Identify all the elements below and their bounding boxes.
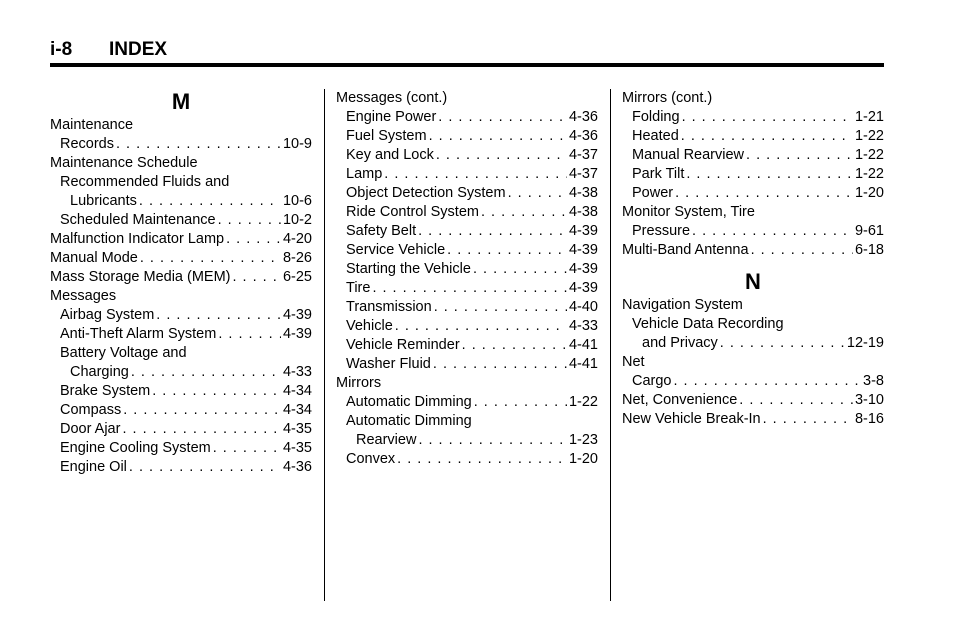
entry-label: Power — [632, 185, 674, 201]
entry-page: 4-39 — [568, 261, 598, 277]
index-entry — [622, 165, 884, 184]
dot-leader — [438, 108, 567, 127]
index-entry — [50, 382, 312, 401]
entry-label: Automatic Dimming — [346, 413, 472, 429]
index-entry — [622, 334, 884, 353]
index-entry — [50, 211, 312, 230]
entry-label: Net, Convenience — [622, 392, 738, 408]
dot-leader — [218, 325, 281, 344]
dot-leader — [473, 260, 567, 279]
entry-page: 4-20 — [282, 231, 312, 247]
index-entry — [622, 353, 884, 372]
entry-label: Park Tilt — [632, 166, 685, 182]
dot-leader — [433, 355, 567, 374]
dot-leader — [746, 146, 853, 165]
entry-page: 1-22 — [854, 166, 884, 182]
entry-page: 1-22 — [568, 394, 598, 410]
index-entry — [50, 116, 312, 135]
entry-page: 1-22 — [854, 147, 884, 163]
entry-label: Charging — [70, 364, 129, 380]
entry-label: Engine Cooling System — [60, 440, 211, 456]
entry-page: 1-22 — [854, 128, 884, 144]
index-entry — [622, 296, 884, 315]
dot-leader — [372, 279, 567, 298]
index-entry — [336, 393, 598, 412]
dot-leader — [751, 241, 853, 260]
dot-leader — [129, 458, 281, 477]
entry-page: 4-34 — [282, 383, 312, 399]
entry-page: 9-61 — [854, 223, 884, 239]
index-entry — [622, 203, 884, 222]
index-entry — [622, 127, 884, 146]
entry-label: Messages (cont.) — [336, 90, 448, 106]
dot-leader — [122, 420, 281, 439]
entry-label: Maintenance Schedule — [50, 155, 198, 171]
index-entry — [50, 306, 312, 325]
index-entry — [336, 412, 598, 431]
entry-page: 4-39 — [568, 280, 598, 296]
entry-label: Cargo — [632, 373, 672, 389]
index-entry — [336, 260, 598, 279]
index-column-3 — [622, 89, 884, 429]
entry-label: Mirrors — [336, 375, 382, 391]
entry-page: 12-19 — [846, 335, 884, 351]
index-entry — [336, 203, 598, 222]
section-letter: N — [745, 269, 761, 294]
entry-page: 10-2 — [282, 212, 312, 228]
entry-label: Scheduled Maintenance — [60, 212, 216, 228]
index-entry — [50, 325, 312, 344]
index-entry — [50, 154, 312, 173]
index-column-1 — [50, 89, 312, 477]
entry-page: 4-37 — [568, 147, 598, 163]
dot-leader — [116, 135, 281, 154]
index-column-2 — [336, 89, 598, 469]
index-entry — [336, 127, 598, 146]
index-entry — [50, 173, 312, 192]
entry-label: Heated — [632, 128, 679, 144]
entry-page: 4-34 — [282, 402, 312, 418]
entry-page: 1-20 — [854, 185, 884, 201]
dot-leader — [447, 241, 567, 260]
index-entry — [622, 315, 884, 334]
index-entry — [336, 450, 598, 469]
entry-label: Engine Oil — [60, 459, 127, 475]
index-entry — [50, 268, 312, 287]
dot-leader — [131, 363, 281, 382]
dot-leader — [481, 203, 567, 222]
dot-leader — [763, 410, 853, 429]
dot-leader — [218, 211, 281, 230]
entry-page: 4-33 — [282, 364, 312, 380]
entry-page: 6-18 — [854, 242, 884, 258]
entry-page: 4-33 — [568, 318, 598, 334]
entry-label: Mass Storage Media (MEM) — [50, 269, 231, 285]
dot-leader — [395, 317, 567, 336]
entry-page: 4-36 — [568, 109, 598, 125]
entry-page: 3-10 — [854, 392, 884, 408]
index-entry — [622, 108, 884, 127]
index-entry — [336, 336, 598, 355]
column-divider — [324, 89, 325, 601]
dot-leader — [233, 268, 281, 287]
entry-page: 10-6 — [282, 193, 312, 209]
entry-label: Washer Fluid — [346, 356, 431, 372]
entry-label: Vehicle Data Recording — [632, 316, 784, 332]
index-entry — [622, 146, 884, 165]
dot-leader — [692, 222, 853, 241]
entry-label: Anti-Theft Alarm System — [60, 326, 217, 342]
dot-leader — [681, 127, 853, 146]
dot-leader — [720, 334, 845, 353]
entry-page: 1-21 — [854, 109, 884, 125]
entry-page: 4-39 — [568, 242, 598, 258]
entry-page: 4-39 — [282, 307, 312, 323]
entry-page: 1-20 — [568, 451, 598, 467]
index-entry — [336, 146, 598, 165]
dot-leader — [436, 146, 567, 165]
entry-label: New Vehicle Break-In — [622, 411, 761, 427]
entry-label: Fuel System — [346, 128, 427, 144]
index-entry — [622, 410, 884, 429]
entry-label: Manual Mode — [50, 250, 138, 266]
entry-page: 4-35 — [282, 421, 312, 437]
dot-leader — [462, 336, 567, 355]
entry-label: Starting the Vehicle — [346, 261, 471, 277]
entry-label: Messages — [50, 288, 117, 304]
dot-leader — [418, 431, 567, 450]
index-entry — [50, 401, 312, 420]
index-entry — [50, 287, 312, 306]
dot-leader — [140, 249, 281, 268]
entry-label: Malfunction Indicator Lamp — [50, 231, 225, 247]
index-entry — [336, 89, 598, 108]
entry-page: 1-23 — [568, 432, 598, 448]
entry-label: Vehicle Reminder — [346, 337, 460, 353]
index-entry — [336, 298, 598, 317]
index-entry — [336, 222, 598, 241]
entry-label: Records — [60, 136, 114, 152]
entry-page: 4-38 — [568, 185, 598, 201]
entry-page: 8-26 — [282, 250, 312, 266]
index-entry — [336, 165, 598, 184]
entry-label: Monitor System, Tire — [622, 204, 755, 220]
dot-leader — [397, 450, 567, 469]
index-entry — [50, 363, 312, 382]
entry-label: Mirrors (cont.) — [622, 90, 713, 106]
dot-leader — [429, 127, 567, 146]
entry-label: Compass — [60, 402, 122, 418]
entry-page: 8-16 — [854, 411, 884, 427]
index-entry — [336, 241, 598, 260]
entry-label: Net — [622, 354, 645, 370]
entry-label: Brake System — [60, 383, 151, 399]
entry-label: Ride Control System — [346, 204, 479, 220]
entry-label: and Privacy — [642, 335, 718, 351]
entry-label: Folding — [632, 109, 680, 125]
index-entry — [50, 135, 312, 154]
dot-leader — [474, 393, 567, 412]
section-letter: M — [171, 89, 191, 114]
dot-leader — [739, 391, 853, 410]
column-divider — [610, 89, 611, 601]
dot-leader — [674, 372, 862, 391]
entry-page: 4-39 — [568, 223, 598, 239]
entry-page: 4-36 — [568, 128, 598, 144]
entry-label: Door Ajar — [60, 421, 121, 437]
index-entry — [336, 279, 598, 298]
entry-label: Object Detection System — [346, 185, 506, 201]
index-entry — [622, 184, 884, 203]
dot-leader — [152, 382, 281, 401]
entry-page: 4-35 — [282, 440, 312, 456]
entry-page: 4-38 — [568, 204, 598, 220]
index-entry — [50, 192, 312, 211]
entry-label: Airbag System — [60, 307, 155, 323]
dot-leader — [226, 230, 281, 249]
index-entry — [50, 458, 312, 477]
entry-label: Maintenance — [50, 117, 134, 133]
index-entry — [50, 344, 312, 363]
entry-page: 4-41 — [568, 356, 598, 372]
entry-label: Key and Lock — [346, 147, 434, 163]
entry-label: Service Vehicle — [346, 242, 446, 258]
dot-leader — [418, 222, 567, 241]
dot-leader — [434, 298, 567, 317]
index-entry — [622, 222, 884, 241]
entry-page: 3-8 — [863, 373, 884, 389]
page-header — [50, 37, 884, 67]
entry-label: Rearview — [356, 432, 417, 448]
index-entry — [336, 374, 598, 393]
entry-label: Lamp — [346, 166, 383, 182]
entry-page: 4-37 — [568, 166, 598, 182]
index-entry — [622, 372, 884, 391]
dot-leader — [123, 401, 281, 420]
entry-label: Safety Belt — [346, 223, 417, 239]
entry-page: 10-9 — [282, 136, 312, 152]
entry-label: Battery Voltage and — [60, 345, 187, 361]
entry-label: Engine Power — [346, 109, 437, 125]
index-entry — [50, 230, 312, 249]
entry-label: Tire — [346, 280, 371, 296]
entry-page: 4-39 — [282, 326, 312, 342]
entry-label: Manual Rearview — [632, 147, 745, 163]
entry-label: Automatic Dimming — [346, 394, 472, 410]
entry-label: Multi-Band Antenna — [622, 242, 749, 258]
entry-label: Transmission — [346, 299, 432, 315]
entry-page: 4-41 — [568, 337, 598, 353]
dot-leader — [508, 184, 567, 203]
index-entry — [336, 184, 598, 203]
index-entry — [336, 355, 598, 374]
page-number: i-8 — [50, 39, 73, 60]
entry-page: 6-25 — [282, 269, 312, 285]
dot-leader — [156, 306, 281, 325]
dot-leader — [384, 165, 567, 184]
dot-leader — [682, 108, 853, 127]
index-entry — [622, 89, 884, 108]
index-entry — [622, 391, 884, 410]
dot-leader — [675, 184, 853, 203]
dot-leader — [139, 192, 281, 211]
index-entry — [336, 317, 598, 336]
entry-label: Navigation System — [622, 297, 743, 313]
index-entry — [622, 241, 884, 260]
index-entry — [50, 439, 312, 458]
index-entry — [50, 249, 312, 268]
entry-label: Vehicle — [346, 318, 393, 334]
entry-label: Lubricants — [70, 193, 137, 209]
index-entry — [336, 431, 598, 450]
dot-leader — [686, 165, 853, 184]
entry-page: 4-36 — [282, 459, 312, 475]
entry-label: Pressure — [632, 223, 691, 239]
page-title: INDEX — [109, 39, 168, 60]
index-entry — [50, 420, 312, 439]
entry-label: Convex — [346, 451, 396, 467]
entry-page: 4-40 — [568, 299, 598, 315]
entry-label: Recommended Fluids and — [60, 174, 230, 190]
index-entry — [336, 108, 598, 127]
dot-leader — [213, 439, 281, 458]
